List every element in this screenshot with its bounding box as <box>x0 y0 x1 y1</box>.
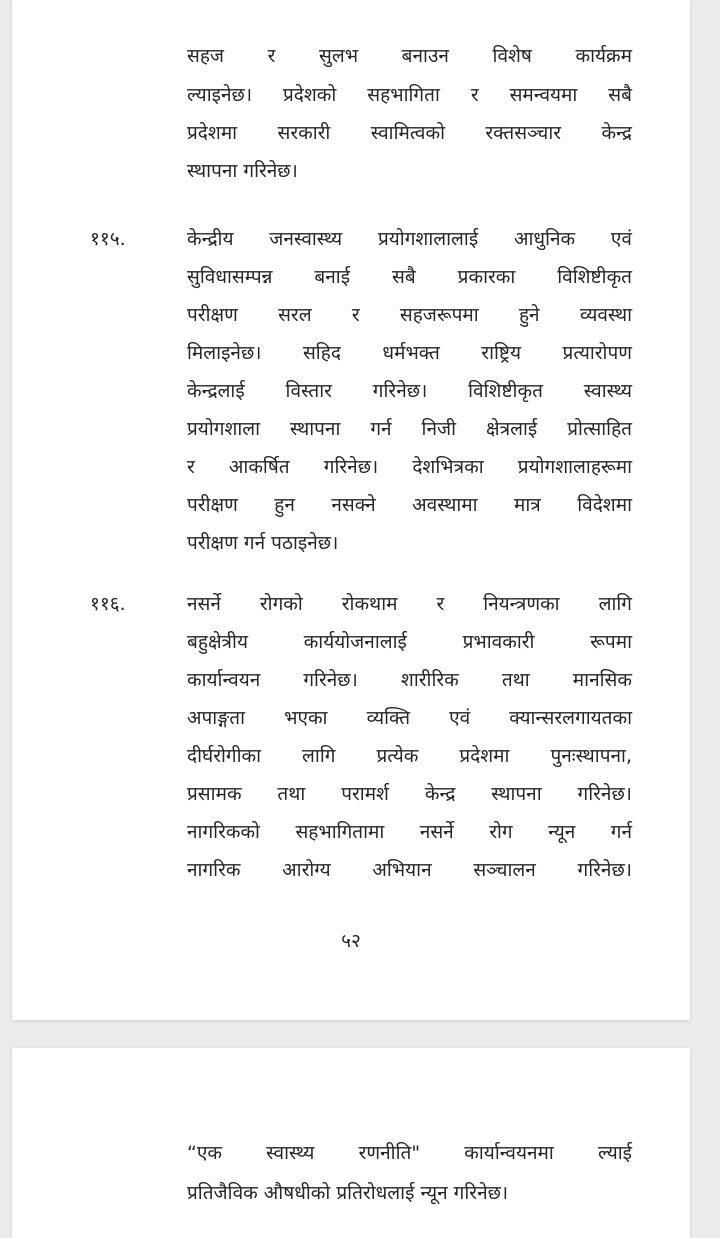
document-page-next <box>12 1048 690 1238</box>
paragraph-line: केन्द्रलाई विस्तार गरिनेछ। विशिष्टीकृत स्वास्थ्य <box>187 380 632 402</box>
paragraph-line: नागरिकको सहभागितामा नसर्ने रोग न्यून गर्न <box>187 821 632 843</box>
paragraph-line: स्थापना गरिनेछ। <box>187 160 298 182</box>
paragraph-line: अपाङ्गता भएका व्यक्ति एवं क्यान्सरलगायतका <box>187 707 632 729</box>
document-page-52 <box>12 0 690 1020</box>
paragraph-line: नागरिक आरोग्य अभियान सञ्चालन गरिनेछ। <box>187 859 632 881</box>
paragraph-number: ११५. <box>90 228 126 250</box>
paragraph-line: प्रतिजैविक औषधीको प्रतिरोधलाई न्यून गरिनेछ। <box>187 1182 509 1204</box>
paragraph-number: ११६. <box>90 593 126 615</box>
paragraph-line: प्रयोगशाला स्थापना गर्न निजी क्षेत्रलाई प्रोत्साहित <box>187 418 632 440</box>
paragraph-line: प्रदेशमा सरकारी स्वामित्वको रक्तसञ्चार केन्द्र <box>187 122 632 144</box>
paragraph-line: परीक्षण गर्न पठाइनेछ। <box>187 532 339 554</box>
paragraph-line: प्रसामक तथा परामर्श केन्द्र स्थापना गरिनेछ। <box>187 783 632 805</box>
paragraph-line: र आकर्षित गरिनेछ। देशभित्रका प्रयोगशालाहरूमा <box>187 456 632 478</box>
paragraph-line: “एक स्वास्थ्य रणनीति" कार्यान्वयनमा ल्याई <box>187 1142 632 1164</box>
paragraph-line: सुविधासम्पन्न बनाई सबै प्रकारका विशिष्टीकृत <box>187 266 632 288</box>
paragraph-line: केन्द्रीय जनस्वास्थ्य प्रयोगशालालाई आधुनिक एवं <box>187 228 632 250</box>
paragraph-line: सहज र सुलभ बनाउन विशेष कार्यक्रम <box>187 45 632 67</box>
paragraph-line: नसर्ने रोगको रोकथाम र नियन्त्रणका लागि <box>187 593 632 615</box>
page-number: ५२ <box>341 930 361 952</box>
paragraph-line: परीक्षण सरल र सहजरूपमा हुने व्यवस्था <box>187 304 632 326</box>
paragraph-line: मिलाइनेछ। सहिद धर्मभक्त राष्ट्रिय प्रत्यारोपण <box>187 342 632 364</box>
paragraph-line: परीक्षण हुन नसक्ने अवस्थामा मात्र विदेशमा <box>187 494 632 516</box>
paragraph-line: ल्याइनेछ। प्रदेशको सहभागिता र समन्वयमा सबै <box>187 84 632 106</box>
paragraph-line: दीर्घरोगीका लागि प्रत्येक प्रदेशमा पुनःस्थापना, <box>187 745 632 767</box>
paragraph-line: बहुक्षेत्रीय कार्ययोजनालाई प्रभावकारी रूपमा <box>187 631 632 653</box>
paragraph-line: कार्यान्वयन गरिनेछ। शारीरिक तथा मानसिक <box>187 669 632 691</box>
